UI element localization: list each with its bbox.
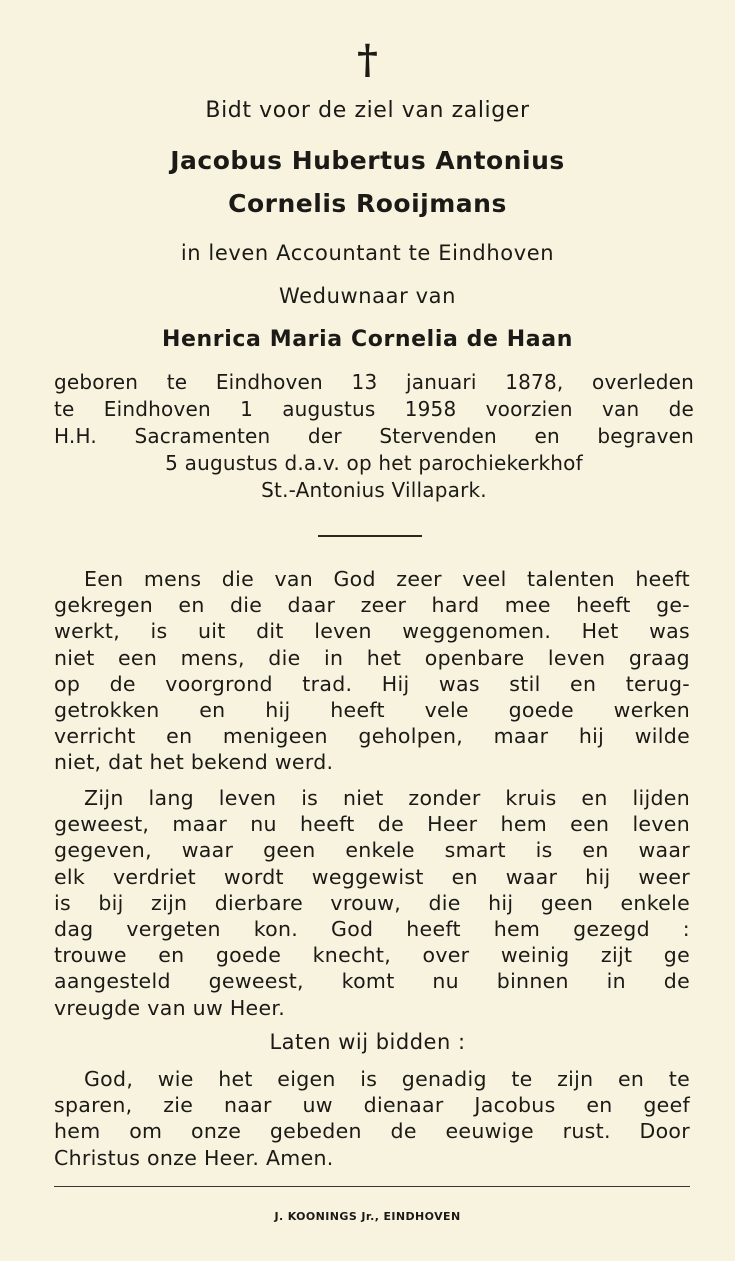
divider bbox=[318, 535, 422, 537]
profession-text: in leven Accountant te Eindhoven bbox=[180, 241, 555, 265]
biography-line: geboren te Eindhoven 13 januari 1878, overleden bbox=[54, 370, 694, 394]
deceased-name-line-1: Jacobus Hubertus Antonius bbox=[170, 146, 565, 175]
biography-line: te Eindhoven 1 augustus 1958 voorzien van de bbox=[54, 397, 694, 421]
spouse-name: Henrica Maria Cornelia de Haan bbox=[162, 327, 573, 352]
paragraph-line: hem om onze gebeden de eeuwige rust. Door bbox=[54, 1119, 690, 1144]
paragraph-tribute bbox=[54, 566, 690, 776]
paragraph-consolation bbox=[54, 785, 690, 1021]
paragraph-line: geweest, maar nu heeft de Heer hem een leven bbox=[54, 812, 690, 837]
paragraph-line: gekregen en die daar zeer hard mee heeft ge- bbox=[54, 593, 690, 618]
widower-label: Weduwnaar van bbox=[278, 284, 457, 308]
paragraph-line: Christus onze Heer. Amen. bbox=[54, 1145, 334, 1170]
paragraph-line: trouwe en goede knecht, over weinig zijt ge bbox=[54, 943, 690, 968]
prayer-label: Laten wij bidden : bbox=[269, 1030, 466, 1054]
paragraph-line: Een mens die van God zeer veel talenten heeft bbox=[84, 567, 690, 591]
biography-line: 5 augustus d.a.v. op het parochiekerkhof bbox=[165, 451, 583, 475]
paragraph-prayer bbox=[54, 1066, 690, 1171]
paragraph-line: sparen, zie naar uw dienaar Jacobus en geef bbox=[54, 1093, 690, 1118]
paragraph-line: vreugde van uw Heer. bbox=[54, 995, 286, 1020]
printer-imprint: J. KOONINGS Jr., EINDHOVEN bbox=[274, 1210, 461, 1223]
paragraph-line: dag vergeten kon. God heeft hem gezegd : bbox=[54, 917, 690, 942]
biography-line: H.H. Sacramenten der Stervenden en begraven bbox=[54, 424, 694, 448]
paragraph-line: God, wie het eigen is genadig te zijn en te bbox=[84, 1067, 690, 1091]
paragraph-line: Zijn lang leven is niet zonder kruis en lijden bbox=[84, 786, 690, 810]
paragraph-line: niet een mens, die in het openbare leven graag bbox=[54, 645, 690, 670]
biography-line: St.-Antonius Villapark. bbox=[261, 478, 487, 502]
paragraph-line: getrokken en hij heeft vele goede werken bbox=[54, 698, 690, 723]
paragraph-line: niet, dat het bekend werd. bbox=[54, 750, 334, 775]
biography-block bbox=[54, 369, 694, 504]
paragraph-line: gegeven, waar geen enkele smart is en waar bbox=[54, 838, 690, 863]
paragraph-line: op de voorgrond trad. Hij was stil en terug- bbox=[54, 671, 690, 696]
footer-rule bbox=[54, 1186, 690, 1187]
paragraph-line: elk verdriet wordt weggewist en waar hij weer bbox=[54, 864, 690, 889]
deceased-name-line-2: Cornelis Rooijmans bbox=[228, 189, 507, 218]
intro-text: Bidt voor de ziel van zaliger bbox=[205, 98, 530, 123]
paragraph-line: verricht en menigeen geholpen, maar hij wilde bbox=[54, 724, 690, 749]
cross-icon: † bbox=[357, 36, 378, 83]
paragraph-line: is bij zijn dierbare vrouw, die hij geen enkele bbox=[54, 890, 690, 915]
paragraph-line: aangesteld geweest, komt nu binnen in de bbox=[54, 969, 690, 994]
paragraph-line: werkt, is uit dit leven weggenomen. Het was bbox=[54, 619, 690, 644]
